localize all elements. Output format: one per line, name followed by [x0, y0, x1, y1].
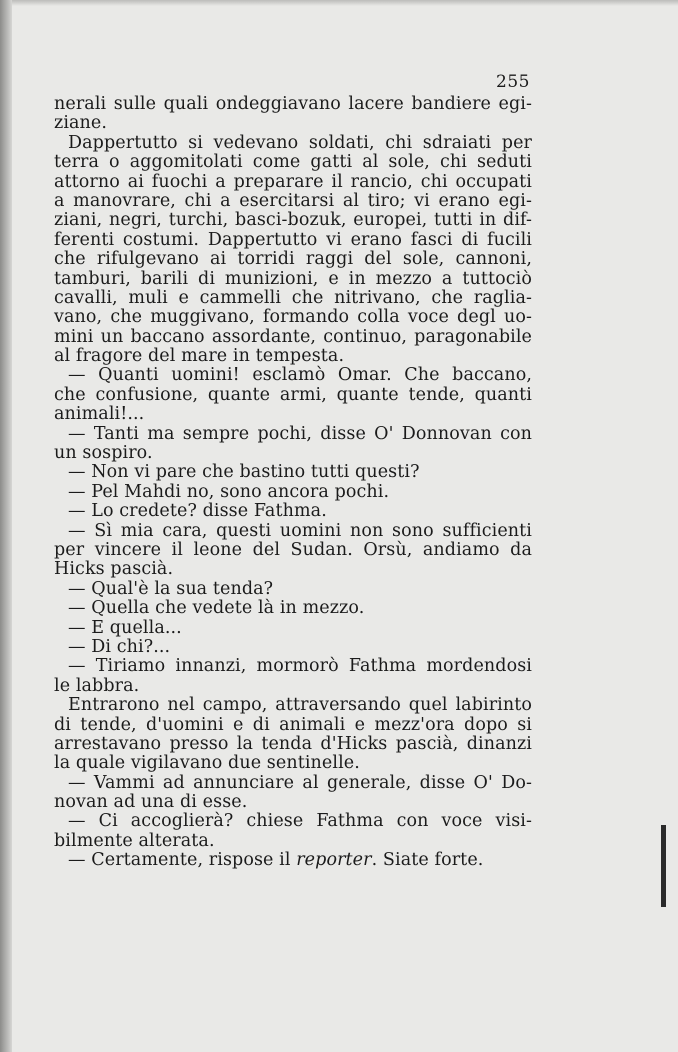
text-line: al fragore del mare in tempesta. — [54, 346, 345, 367]
text-line: Dappertutto si vedevano soldati, chi sdraiati per — [68, 132, 532, 153]
body-text — [54, 95, 532, 871]
final-line-start: — Certamente, rispose il — [68, 850, 297, 871]
page-number: 255 — [496, 72, 530, 92]
text-line: nerali sulle quali ondeggiavano lacere bandiere egi- — [54, 94, 532, 114]
text-line: — Vammi ad annunciare al generale, disse O' Do- — [68, 772, 532, 793]
text-line: Hicks pascià. — [54, 559, 174, 580]
page-top-shadow — [0, 0, 678, 6]
text-line: terra o aggomitolati come gatti al sole, chi seduti — [54, 152, 532, 173]
text-line: bilmente alterata. — [54, 830, 215, 851]
text-line: — Non vi pare che bastino tutti questi? — [68, 462, 420, 483]
text-line: — Tanti ma sempre pochi, disse O' Donnovan con — [68, 423, 532, 444]
text-line: — Lo credete? disse Fathma. — [68, 501, 327, 522]
text-line: la quale vigilavano due sentinelle. — [54, 753, 360, 774]
text-line-final — [54, 851, 532, 870]
text-line: — Pel Mahdi no, sono ancora pochi. — [68, 481, 390, 502]
text-line: — E quella... — [68, 617, 182, 638]
text-line: attorno ai fuochi a preparare il rancio, chi occupati — [54, 171, 532, 192]
text-line: Entrarono nel campo, attraversando quel labirinto — [68, 695, 532, 716]
text-line: — Qual'è la sua tenda? — [68, 578, 274, 599]
text-line: le labbra. — [54, 675, 140, 696]
text-line: un sospiro. — [54, 443, 153, 464]
text-line: — Quanti uomini! esclamò Omar. Che baccano, — [68, 365, 532, 386]
text-line: che rifulgevano ai torridi raggi del sole, cannoni, — [54, 249, 532, 270]
text-line: ziani, negri, turchi, basci-bozuk, europei, tutti in dif- — [54, 210, 532, 231]
text-line: mini un baccano assordante, continuo, paragonabile — [54, 326, 532, 347]
text-line: tamburi, barili di munizioni, e in mezzo a tuttociò — [54, 268, 532, 289]
text-line: vano, che muggivano, formando colla voce degl uo- — [54, 307, 532, 328]
text-line: ziane. — [54, 113, 108, 134]
final-line-end: . Siate forte. — [371, 850, 484, 871]
text-line: per vincere il leone del Sudan. Orsù, andiamo da — [54, 539, 532, 560]
text-line: novan ad una di esse. — [54, 792, 248, 813]
text-line: che confusione, quante armi, quante tende, quanti — [54, 384, 532, 405]
text-line: ferenti costumi. Dappertutto vi erano fasci di fucili — [54, 229, 532, 250]
text-line: animali!... — [54, 404, 145, 425]
text-line: — Ci accoglierà? chiese Fathma con voce visi- — [68, 811, 532, 832]
text-line: — Tiriamo innanzi, mormorò Fathma mordendosi — [68, 656, 532, 677]
margin-mark — [661, 825, 666, 907]
text-line: — Quella che vedete là in mezzo. — [68, 598, 365, 619]
text-line: di tende, d'uomini e di animali e mezz'ora dopo si — [54, 714, 532, 735]
text-line: arrestavano presso la tenda d'Hicks pascià, dinanzi — [54, 733, 532, 754]
text-line: a manovrare, chi a esercitarsi al tiro; vi erano egi- — [54, 190, 532, 211]
text-line: cavalli, muli e cammelli che nitrivano, che raglia- — [54, 287, 532, 308]
final-line-italic-word: reporter — [296, 850, 372, 871]
page-binding-shadow — [0, 0, 12, 1052]
text-line: — Sì mia cara, questi uomini non sono sufficienti — [68, 520, 532, 541]
text-line: — Di chi?... — [68, 636, 171, 657]
